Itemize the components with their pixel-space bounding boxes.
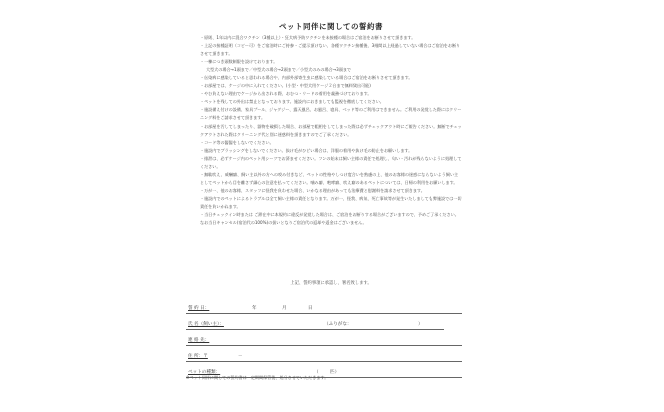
rule-item: ・上記の接種証明（コピー可）をご宿泊時にご持参・ご提示頂けない、各種ワクチン接種後、3週間以上経過していない場合はご宿泊をお断りさせて頂きます。 (200, 43, 461, 57)
rule-item: ・原則、1年以内に混合ワクチン（3種以上）・狂犬病予防ワクチンを未接種の場合はご宿泊をお断りさせて頂きます。 (200, 35, 416, 40)
rules-list (200, 34, 462, 227)
closing-statement: 上記、誓約事項に承認し、署名致します。 (290, 281, 372, 286)
document-title: ペット同伴に関しての誓約書 (279, 22, 383, 31)
rule-item: ・施設内でのペットによるトラブルは全て飼い主様の責任となります。万が一、怪我、病気、死亡事故等が発生いたしましても弊施設では一切責任を負いかねます。 (200, 195, 462, 209)
signature-form (186, 300, 462, 380)
furigana-label: （ふりがな： (324, 321, 352, 327)
pledge-date-label: 誓 約 日： (188, 305, 210, 311)
rule-item: ・お部屋を汚してしまったり、器物を破損した場合、お部屋で粗相をしてしまった際は必ずチェックアウト時にご報告ください。無断でチェックアウトされた際はクリーニング代と別に迷惑料を頂きますのでご了承ください。 (200, 123, 462, 137)
rule-item: ・コード等の齧齧をしないでください。 (200, 139, 274, 145)
rule-item: ・無駄吠え、威嚇癖、飼い主以外の方への咬み付きなど、ペットの性格やしつけ度合いを熟慮の上、他のお客様の迷惑にならないよう飼い主としてペットから目を離さず細心の注意を払ってください。噛み癖、咆哮癖、吠え癖のあるペットについては、日帰の利用をお願いします。 (200, 171, 459, 185)
address-label: 住 所：〒 (188, 353, 208, 359)
rule-item: ・お部屋では、ケージの中に入れてください。(小型・中型犬用ケージ２台まで無料貸出可能) (200, 83, 371, 89)
day-label: 日 (308, 305, 313, 311)
rule-item: ・施設内でブラッシングをしないでください。抜け毛がひどい場合は、洋服の着用や抜け毛の防止をお願いします。 (200, 147, 413, 153)
retention-note: ※ペット同伴に関しての誓約書は一定期間保管後、処分させていただきます。 (186, 375, 329, 380)
rule-item: ・伝染病に感染していると思われる場合や、内部外部寄生虫に感染している場合はご宿泊をお断りさせて頂きます。 (200, 75, 413, 81)
contact-label: 連 絡 先： (188, 337, 210, 343)
postal-dash: － (238, 353, 243, 359)
owner-name-label: 氏 名（飼い主）： (188, 321, 224, 327)
month-label: 月 (282, 305, 287, 311)
rule-item-detail: 大型犬の場合→1頭まで／中型犬の場合→2頭まで／小型犬のみの場合→3頭まで (206, 67, 352, 73)
pet-count-unit: 匹） (330, 369, 340, 375)
rule-item: ・施設備え付けの設備、家具プール、ジャグジー、露天風呂、お風呂、寝具、ベッド等のご利用はできません。ご利用の発覚した際にはクリーニング料をご請求させて頂きます。 (200, 107, 462, 121)
rule-item: ・ペットを残しての外出は禁止となっております。施設内におきましても監視を徹底してください。 (200, 99, 384, 105)
pledge-document (186, 0, 462, 412)
pledge-date-field[interactable] (186, 300, 462, 314)
contact-field[interactable] (186, 332, 462, 346)
pet-type-label: ペットの種類： (188, 369, 221, 375)
rule-item: ・排泄は、必ずケージ内のペット用シーツでお済ませください。フンの始末は飼い主様の責任で処理し、匂い・汚れが残らないように処理してください。 (200, 155, 462, 169)
owner-name-field[interactable] (186, 316, 444, 330)
furigana-close: ） (418, 321, 423, 327)
address-field[interactable] (186, 348, 462, 362)
year-label: 年 (252, 305, 257, 311)
rule-item: ・当日チェックイン時または ご滞在中に本規約に違反が発覚した場合は、ご宿泊をお断りする場合がございますので、予めご了承ください。なお当日キャンセル(宿泊代の100%)の扱いとなりご宿泊代の返却や返金はございません。 (200, 212, 459, 226)
pet-count-open: （ (314, 369, 319, 375)
rule-item: ・やむ負えない理由でケージから出される際、おむつ・リードの着用を義務づけております。 (200, 91, 372, 97)
rule-item: ・一棟につき頭数制限を設けております。 (200, 59, 278, 65)
rule-item: ・万が一、他のお客様、スタッフに怪我を負わせた場合、いかなる理由があっても治療費と慰謝料を請求させて頂きます。 (200, 187, 425, 193)
